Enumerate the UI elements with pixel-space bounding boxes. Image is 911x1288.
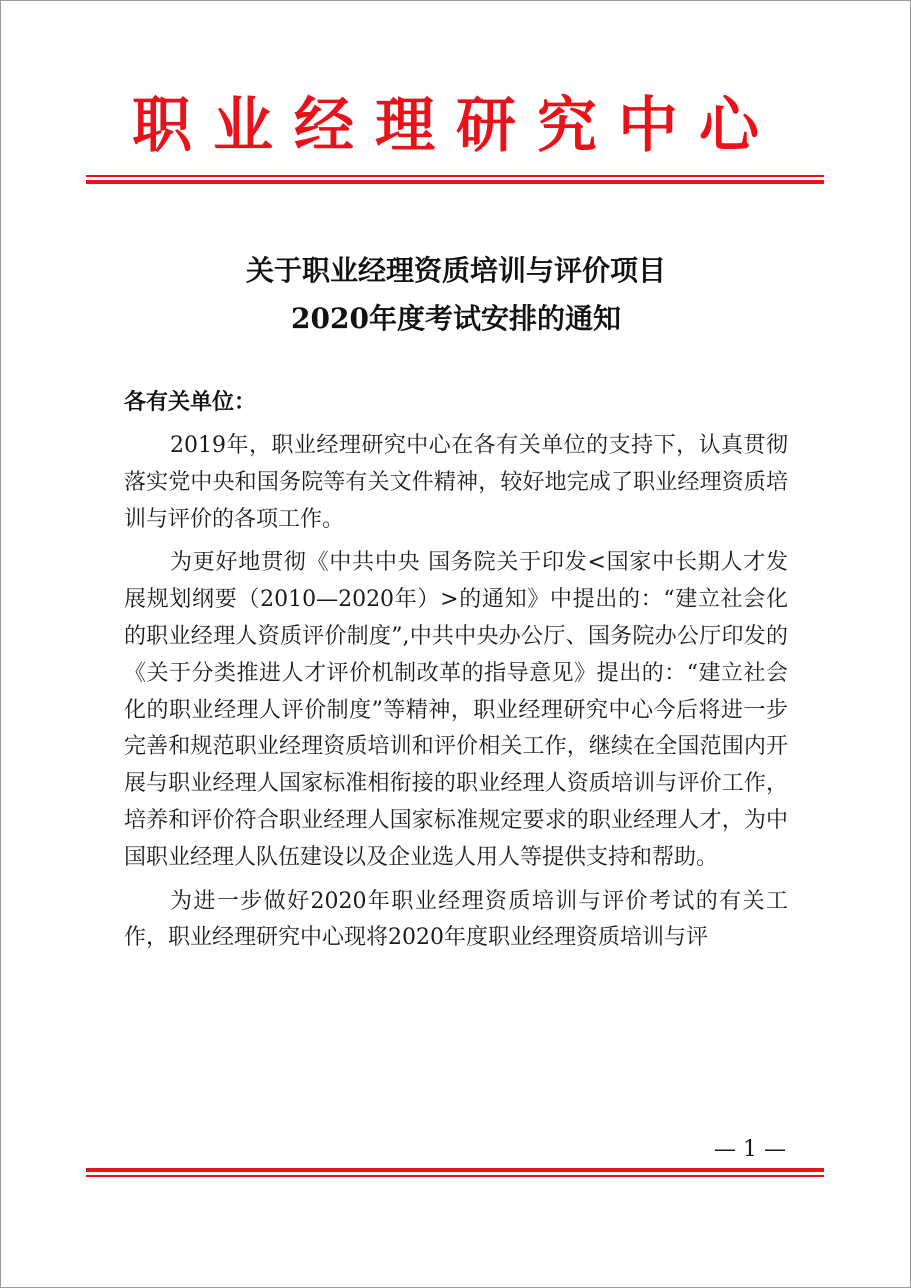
body-text xyxy=(124,428,788,964)
document-title-line1: 关于职业经理资质培训与评价项目 xyxy=(245,254,666,287)
document-title-line2: 2020年度考试安排的通知 xyxy=(291,302,621,335)
header-rule-thick xyxy=(86,180,824,184)
header-rule-thin xyxy=(86,175,824,177)
paragraph-2: 为更好地贯彻《中共中央 国务院关于印发<国家中长期人才发展规划纲要（2010—2020年）>的通知》中提出的：“建立社会化的职业经理人资质评价制度”,中共中央办公厅、国务院办公厅印发的《关于分类推进人才评价机制改革的指导意见》提出的：“建立社会化的职业经理人评价制度”等精神，职业经理研究中心今后将进一步完善和规范职业经理资质培训和评价相关工作，继续在全国范围内开展与职业经理人国家标准相衔接的职业经理人资质培训与评价工作，培养和评价符合职业经理人国家标准规定要求的职业经理人才，为中国职业经理人队伍建设以及企业选人用人等提供支持和帮助。 xyxy=(124,550,788,870)
org-name-header: 职业经理研究中心 xyxy=(132,91,780,161)
salutation: 各有关单位： xyxy=(124,389,257,415)
footer-rule-thick xyxy=(86,1168,824,1172)
footer-rule-thin xyxy=(86,1175,824,1177)
paragraph-1: 2019年，职业经理研究中心在各有关单位的支持下，认真贯彻落实党中央和国务院等有关文件精神，较好地完成了职业经理资质培训与评价的各项工作。 xyxy=(124,433,788,532)
paragraph-3: 为进一步做好2020年职业经理资质培训与评价考试的有关工作，职业经理研究中心现将2020年度职业经理资质培训与评 xyxy=(124,888,788,951)
page-number: — 1 — xyxy=(714,1137,786,1162)
